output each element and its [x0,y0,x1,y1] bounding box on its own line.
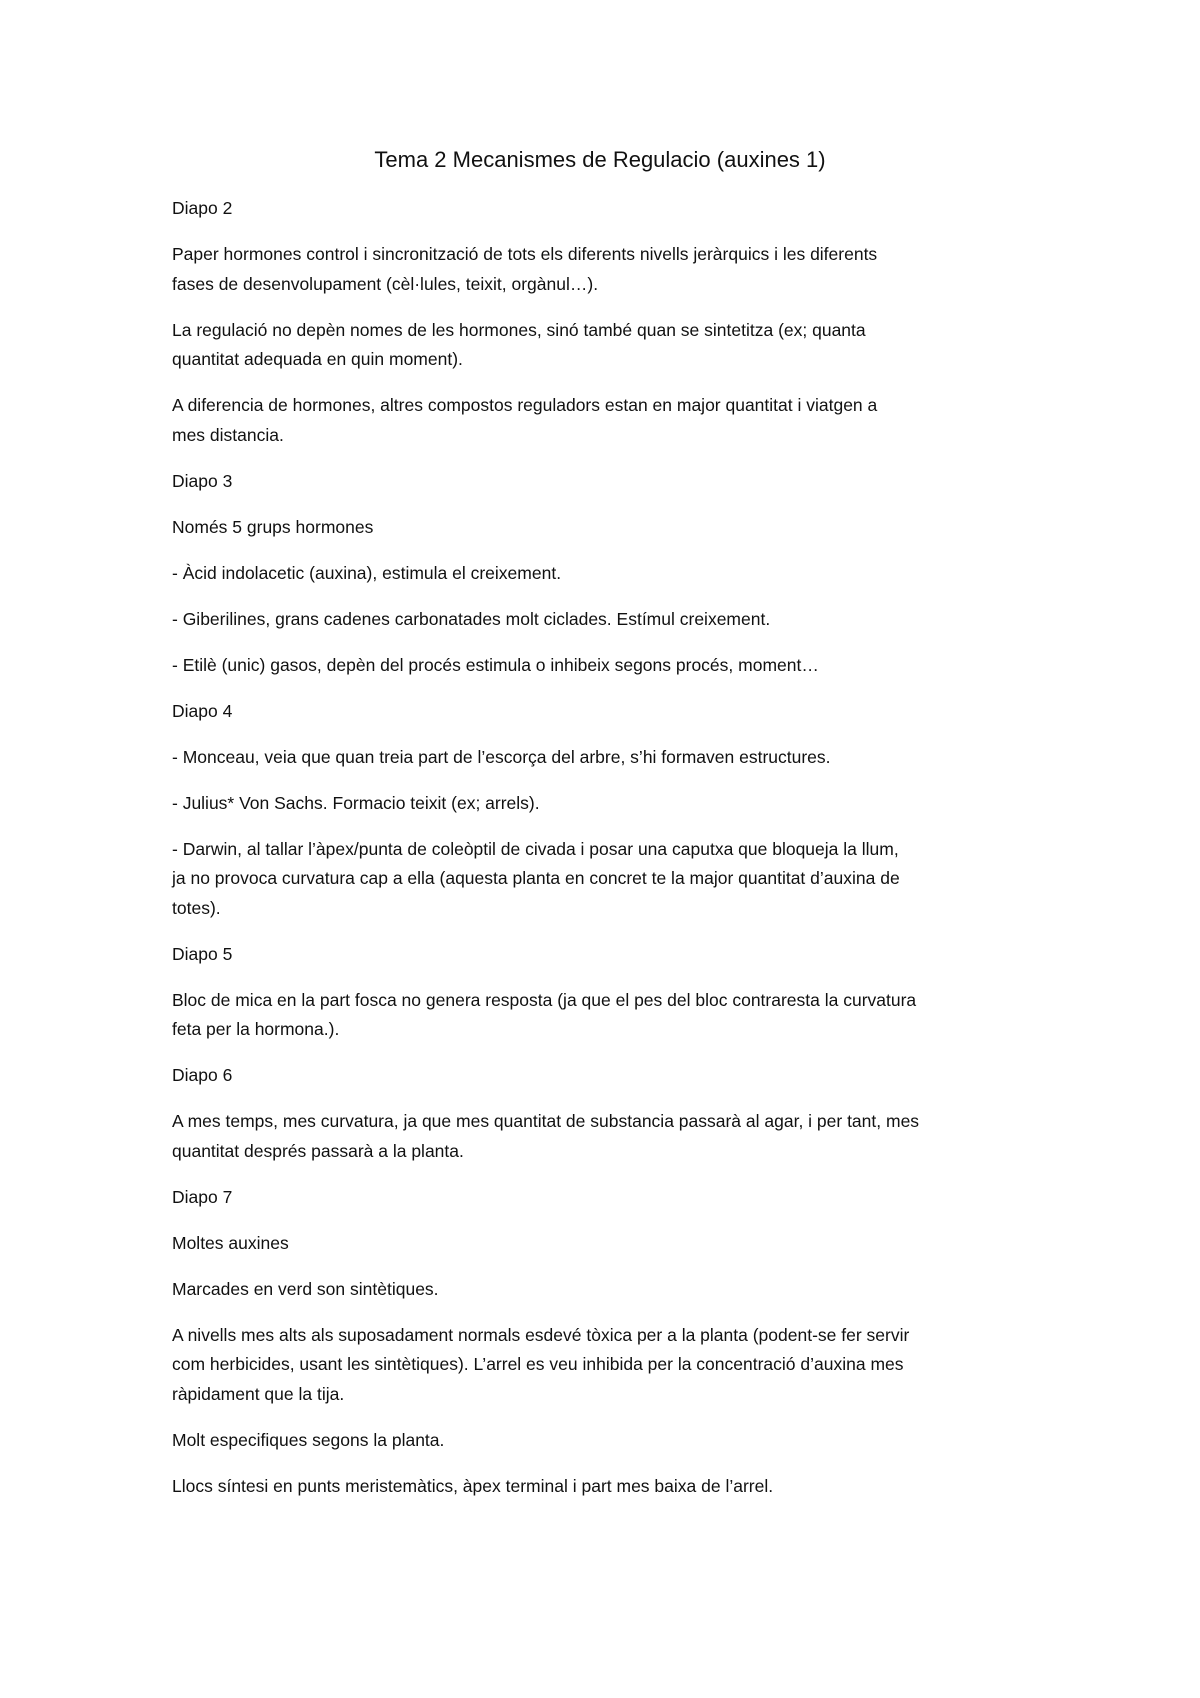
paragraph [172,559,1052,589]
paragraph [172,789,1052,819]
paragraph-line: totes). [172,897,221,918]
paragraph [172,651,1052,681]
paragraph [172,1321,1052,1410]
paragraph-line: fases de desenvolupament (cèl·lules, teixit, orgànul…). [172,273,599,294]
paragraph-line: - Àcid indolacetic (auxina), estimula el creixement. [172,562,562,583]
paragraph [172,240,1052,299]
paragraph-line: Molt especifiques segons la planta. [172,1429,445,1450]
paragraph [172,835,1052,924]
paragraph-line: La regulació no depèn nomes de les hormones, sinó també quan se sintetitza (ex; quanta [172,319,866,340]
paragraph-line: ja no provoca curvatura cap a ella (aquesta planta en concret te la major quantitat d’auxina de [172,868,900,888]
paragraph-line: com herbicides, usant les sintètiques). L’arrel es veu inhibida per la concentració d’auxina mes [172,1354,904,1374]
paragraph-line: Diapo 5 [172,943,233,964]
paragraph [172,391,1052,450]
paragraph-line: Paper hormones control i sincronització de tots els diferents nivells jeràrquics i les diferents [172,244,878,264]
paragraph [172,316,1052,375]
paragraph-line: A diferencia de hormones, altres compostos reguladors estan en major quantitat i viatgen a [172,395,878,415]
document-title: Tema 2 Mecanismes de Regulacio (auxines 1) [374,147,826,172]
paragraph-line: - Giberilines, grans cadenes carbonatades molt ciclades. Estímul creixement. [172,608,771,629]
paragraph [172,1107,1052,1166]
paragraph [172,1275,1052,1305]
paragraph [172,1229,1052,1259]
paragraph [172,513,1052,543]
paragraph [172,986,1052,1045]
paragraph [172,697,1052,727]
paragraph-line: Diapo 3 [172,470,233,491]
paragraph-line: ràpidament que la tija. [172,1383,345,1404]
paragraph [172,605,1052,635]
paragraph-line: - Monceau, veia que quan treia part de l’escorça del arbre, s’hi formaven estructures. [172,746,831,767]
paragraph-line: Diapo 4 [172,700,233,721]
document-body [172,194,1052,1518]
paragraph-line: A nivells mes alts als suposadament normals esdevé tòxica per a la planta (podent-se fer servir [172,1324,910,1345]
paragraph-line: - Etilè (unic) gasos, depèn del procés estimula o inhibeix segons procés, moment… [172,654,819,675]
paragraph [172,467,1052,497]
paragraph-line: - Darwin, al tallar l’àpex/punta de coleòptil de civada i posar una caputxa que bloqueja la llum, [172,838,899,859]
paragraph [172,940,1052,970]
paragraph-line: Diapo 2 [172,198,233,218]
paragraph-line: Llocs síntesi en punts meristemàtics, àpex terminal i part mes baixa de l’arrel. [172,1475,774,1496]
paragraph [172,1472,1052,1502]
paragraph-line: Marcades en verd son sintètiques. [172,1278,439,1299]
paragraph-line: Moltes auxines [172,1232,289,1253]
paragraph-line: Bloc de mica en la part fosca no genera resposta (ja que el pes del bloc contraresta la curvatura [172,989,917,1010]
paragraph [172,1183,1052,1213]
paragraph-line: quantitat després passarà a la planta. [172,1140,464,1161]
paragraph-line: Diapo 6 [172,1065,233,1085]
paragraph [172,1061,1052,1091]
paragraph [172,1426,1052,1456]
paragraph-line: mes distancia. [172,424,284,445]
paragraph-line: - Julius* Von Sachs. Formacio teixit (ex; arrels). [172,792,540,813]
paragraph [172,743,1052,773]
paragraph-line: quantitat adequada en quin moment). [172,349,463,369]
paragraph-line: A mes temps, mes curvatura, ja que mes quantitat de substancia passarà al agar, i per tant, mes [172,1111,920,1131]
paragraph-line: Diapo 7 [172,1186,233,1207]
paragraph-line: feta per la hormona.). [172,1019,340,1039]
paragraph-line: Només 5 grups hormones [172,516,374,537]
paragraph [172,194,1052,224]
